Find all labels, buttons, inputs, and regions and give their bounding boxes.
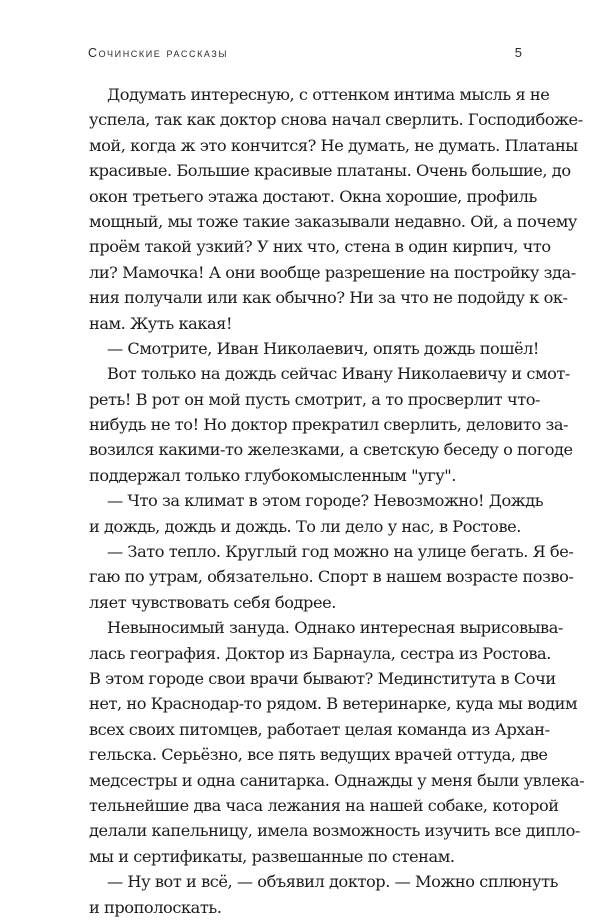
text-line: нибудь не то! Но доктор прекратил сверлить, деловито за- <box>89 415 569 435</box>
text-line: Додумать интересную, с оттенком интима мысль я не <box>107 85 550 104</box>
text-line: медсестры и одна санитарка. Однажды у меня были увлека- <box>89 770 585 790</box>
text-line: гельска. Серьёзно, все пять ведущих врачей оттуда, две <box>89 745 548 765</box>
page-header <box>88 45 522 67</box>
text-line: — Смотрите, Иван Николаевич, опять дождь пошёл! <box>107 338 539 358</box>
page-number: 5 <box>514 45 522 60</box>
text-line: делали капельницу, имела возможность изучить все дипло- <box>89 821 580 841</box>
text-line: — Ну вот и всё, — объявил доктор. — Можно сплюнуть <box>107 872 558 892</box>
text-line: и дождь, дождь и дождь. То ли дело у нас, в Ростове. <box>89 516 521 536</box>
body-text <box>89 82 585 920</box>
text-line: лась география. Доктор из Барнаула, сестра из Ростова. <box>89 643 551 663</box>
text-line: проём такой узкий? У них что, стена в один кирпич, что <box>89 237 551 257</box>
text-line: тельнейшие два часа лежания на нашей собаке, которой <box>89 795 559 815</box>
text-line: — Что за климат в этом городе? Невозможно! Дождь <box>107 491 544 511</box>
text-line: ляет чувствовать себя бодрее. <box>89 592 336 612</box>
text-line: всех своих питомцев, работает целая команда из Архан- <box>89 719 550 739</box>
running-title: Сочинские рассказы <box>88 46 229 60</box>
text-line: реть! В рот он мой пусть смотрит, а то просверлит что- <box>89 389 541 409</box>
text-line: мой, когда ж это кончится? Не думать, не думать. Платаны <box>89 135 578 155</box>
text-line: мощный, мы тоже такие заказывали недавно. Ой, а почему <box>89 211 577 231</box>
text-line: мы и сертификаты, развешанные по стенам. <box>89 846 455 866</box>
text-line: поддержал только глубокомысленным "угу". <box>89 465 456 485</box>
text-line: Вот только на дождь сейчас Ивану Николаевичу и смот- <box>107 364 570 384</box>
text-line: красивые. Большие красивые платаны. Очень большие, до <box>89 161 571 181</box>
text-line: нам. Жуть какая! <box>89 313 233 333</box>
text-line: возился какими-то железками, а светскую беседу о погоде <box>89 440 573 460</box>
text-line: ния получали или как обычно? Ни за что не подойду к ок- <box>89 288 568 308</box>
text-line: — Зато тепло. Круглый год можно на улице бегать. Я бе- <box>107 542 574 562</box>
text-line: и прополоскать. <box>89 897 222 917</box>
text-line: ли? Мамочка! А они вообще разрешение на постройку зда- <box>89 262 576 282</box>
text-line: нет, но Краснодар-то рядом. В ветеринарке, куда мы водим <box>89 694 578 714</box>
text-line: успела, так как доктор снова начал сверлить. Господибоже- <box>89 110 583 130</box>
text-line: окон третьего этажа достают. Окна хорошие, профиль <box>89 186 537 206</box>
text-line: В этом городе свои врачи бывают? Мединститута в Сочи <box>89 668 556 688</box>
text-line: гаю по утрам, обязательно. Спорт в нашем возрасте позво- <box>89 567 574 587</box>
text-line: Невыносимый зануда. Однако интересная вырисовыва- <box>107 618 563 638</box>
